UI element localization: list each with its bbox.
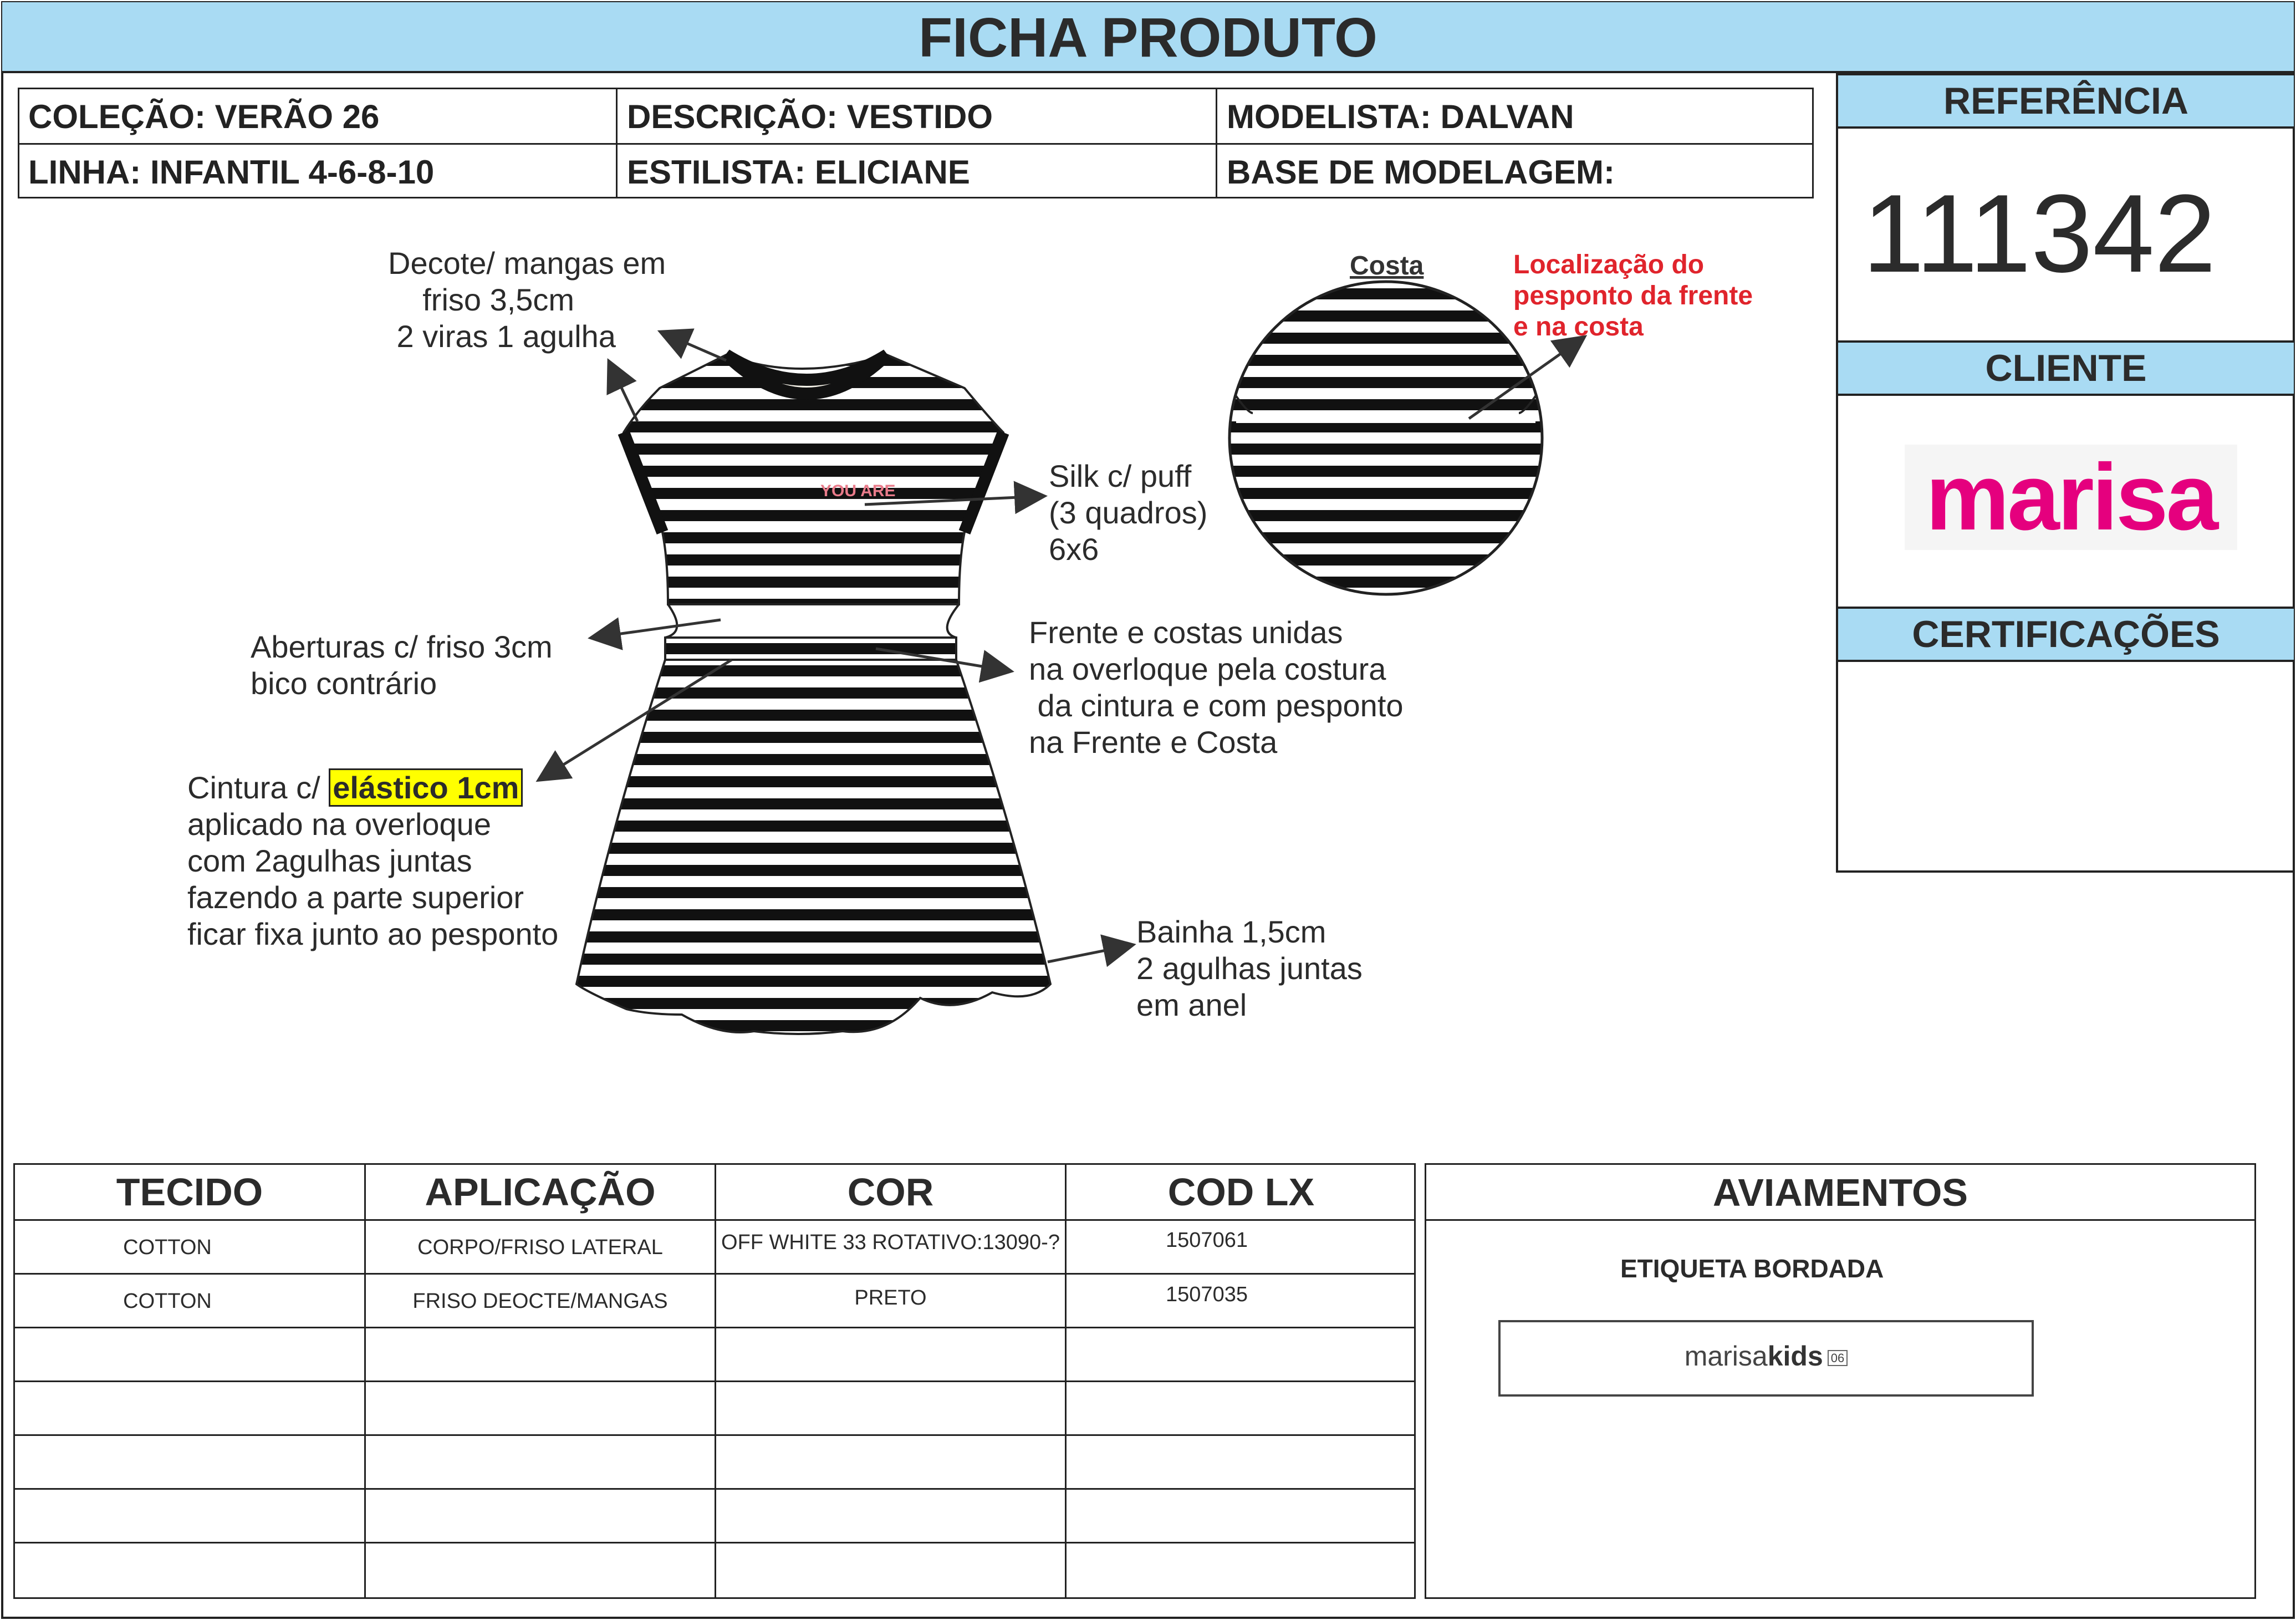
- waistband: [665, 638, 956, 660]
- referencia-header: REFERÊNCIA: [1838, 73, 2294, 129]
- referencia-value: 111342: [1863, 172, 2216, 296]
- aviamentos-panel: [1425, 1163, 2256, 1599]
- divider: [15, 1434, 1414, 1436]
- table-cell: FRISO DEOCTE/MANGAS: [412, 1290, 668, 1313]
- table-cell: 1507035: [1166, 1283, 1248, 1306]
- label-tag: 06: [1828, 1350, 1848, 1366]
- dress-skirt: [576, 660, 1050, 1034]
- embroidered-label: [1498, 1320, 2034, 1397]
- header-cor: COR: [847, 1170, 934, 1214]
- note-cintura-details: aplicado na overloque com 2agulhas juntas fazendo a parte superior ficar fixa junto ao pesponto: [187, 807, 559, 951]
- table-cell: CORPO/FRISO LATERAL: [417, 1236, 663, 1259]
- note-silk: Silk c/ puff (3 quadros) 6x6: [1049, 459, 1208, 567]
- table-cell: 1507061: [1166, 1229, 1248, 1252]
- header-tecido: TECIDO: [116, 1170, 263, 1214]
- header-aplicacao: APLICAÇÃO: [425, 1170, 656, 1214]
- table-cell: PRETO: [854, 1286, 927, 1310]
- aviamento-item: ETIQUETA BORDADA: [1620, 1254, 1884, 1283]
- divider: [15, 1380, 1414, 1382]
- descricao-field: DESCRIÇÃO: VESTIDO: [627, 98, 993, 135]
- note-decote: Decote/ mangas em friso 3,5cm 2 viras 1 agulha: [388, 246, 666, 354]
- label-brand: marisa: [1684, 1341, 1768, 1372]
- note-aberturas: Aberturas c/ friso 3cm bico contrário: [251, 629, 553, 701]
- estilista-field: ESTILISTA: ELICIANE: [627, 154, 970, 191]
- chest-print: YOU ARE: [820, 482, 896, 500]
- divider: [15, 1488, 1414, 1490]
- label-sub: kids: [1767, 1341, 1823, 1372]
- table-cell: COTTON: [123, 1290, 212, 1313]
- back-label: Costa: [1350, 251, 1424, 281]
- header-cod-lx: COD LX: [1167, 1170, 1315, 1214]
- modelista-field: MODELISTA: DALVAN: [1227, 98, 1574, 135]
- note-frente-costas: Frente e costas unidas na overloque pela costura da cintura e com pesponto na Frente e Costa: [1029, 615, 1404, 760]
- note-cintura-prefix: Cintura c/: [187, 770, 329, 805]
- client-logo: marisa: [1905, 445, 2237, 550]
- page-title: FICHA PRODUTO: [919, 7, 1377, 69]
- table-cell: COTTON: [123, 1236, 212, 1259]
- cliente-header: CLIENTE: [1838, 340, 2294, 396]
- note-cintura: [187, 770, 523, 806]
- aviamentos-header: AVIAMENTOS: [1426, 1165, 2254, 1221]
- note-cintura-highlight: elástico 1cm: [329, 768, 523, 807]
- fabric-table: [13, 1163, 1416, 1599]
- colecao-field: COLEÇÃO: VERÃO 26: [28, 98, 380, 135]
- base-modelagem-field: BASE DE MODELAGEM:: [1227, 154, 1615, 191]
- note-bainha: Bainha 1,5cm 2 agulhas juntas em anel: [1136, 914, 1363, 1022]
- divider: [15, 1542, 1414, 1543]
- table-cell: OFF WHITE 33 ROTATIVO:13090-?: [721, 1231, 1060, 1254]
- back-detail: [1220, 277, 1552, 610]
- linha-field: LINHA: INFANTIL 4-6-8-10: [28, 154, 435, 191]
- certificacoes-header: CERTIFICAÇÕES: [1838, 607, 2294, 662]
- note-localizacao: Localização do pesponto da frente e na costa: [1513, 250, 1753, 342]
